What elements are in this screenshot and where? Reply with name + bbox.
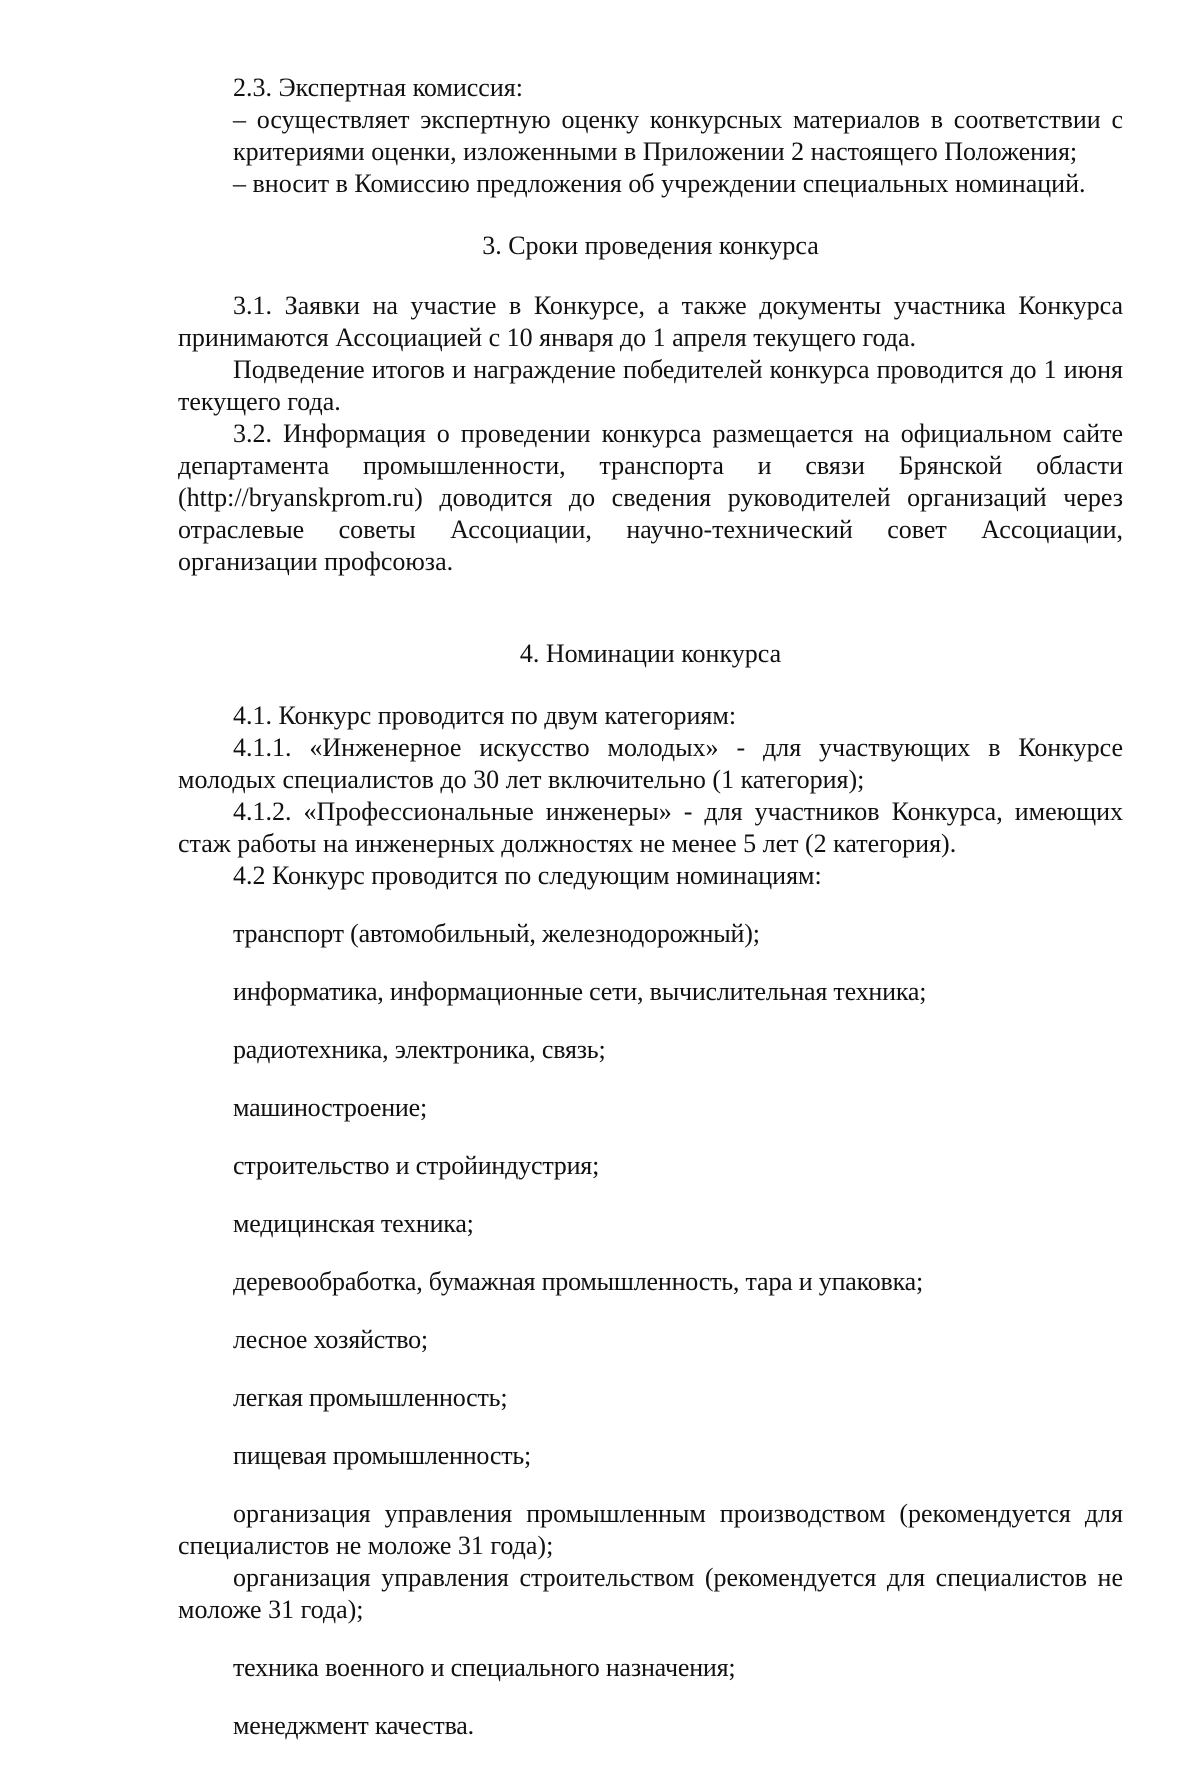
para-2-3-bullet-1: – осуществляет экспертную оценку конкурсных материалов в соответствии с критериями оценки, изложенными в Приложении 2 настоящего Положения; <box>233 105 1123 166</box>
list-item: пищевая промышленность; <box>233 1441 532 1470</box>
list-item: деревообработка, бумажная промышленность, тара и упаковка; <box>233 1267 924 1296</box>
list-item-long: организация управления строительством (рекомендуется для специалистов не моложе 31 года); <box>178 1563 1123 1624</box>
list-item: машиностроение; <box>233 1093 427 1122</box>
list-item: менеджмент качества. <box>233 1711 474 1740</box>
para-4-1-2: 4.1.2. «Профессиональные инженеры» - для участников Конкурса, имеющих стаж работы на инженерных должностях не менее 5 лет (2 категория). <box>178 797 1123 858</box>
list-item: легкая промышленность; <box>233 1383 508 1412</box>
list-item: транспорт (автомобильный, железнодорожный); <box>233 919 760 948</box>
para-3-2: 3.2. Информация о проведении конкурса размещается на официальном сайте департамента промышленности, транспорта и связи Брянской области (http://bryanskprom.ru) доводится до сведения руководителей организаций через отраслевые советы Ассоциации, научно-технический совет Ассоциации, организации профсоюза. <box>178 419 1123 576</box>
list-item-long: организация управления промышленным производством (рекомендуется для специалистов не моложе 31 года); <box>178 1499 1123 1560</box>
para-4-2: 4.2 Конкурс проводится по следующим номинациям: <box>233 861 822 890</box>
list-item: лесное хозяйство; <box>233 1325 428 1354</box>
list-item: строительство и стройиндустрия; <box>233 1151 600 1180</box>
section-4-heading: 4. Номинации конкурса <box>519 639 782 668</box>
nomination-list <box>178 918 1123 1742</box>
list-item: информатика, информационные сети, вычислительная техника; <box>233 977 927 1006</box>
para-3-1: 3.1. Заявки на участие в Конкурсе, а также документы участника Конкурса принимаются Ассоциацией с 10 января до 1 апреля текущего года. <box>178 291 1123 352</box>
para-4-1-1: 4.1.1. «Инженерное искусство молодых» - для участвующих в Конкурсе молодых специалистов до 30 лет включительно (1 категория); <box>178 733 1123 794</box>
para-3-1-results: Подведение итогов и награждение победителей конкурса проводится до 1 июня текущего года. <box>178 355 1123 416</box>
para-4-1: 4.1. Конкурс проводится по двум категориям: <box>233 701 737 730</box>
section-3-heading: 3. Сроки проведения конкурса <box>482 231 819 260</box>
document-page <box>178 72 1123 1768</box>
para-2-3-title: 2.3. Экспертная комиссия: <box>233 73 523 102</box>
list-item: радиотехника, электроника, связь; <box>233 1035 606 1064</box>
para-2-3-bullet-2: – вносит в Комиссию предложения об учреждении специальных номинаций. <box>233 169 1086 198</box>
list-item: техника военного и специального назначения; <box>233 1653 736 1682</box>
list-item: медицинская техника; <box>233 1209 474 1238</box>
